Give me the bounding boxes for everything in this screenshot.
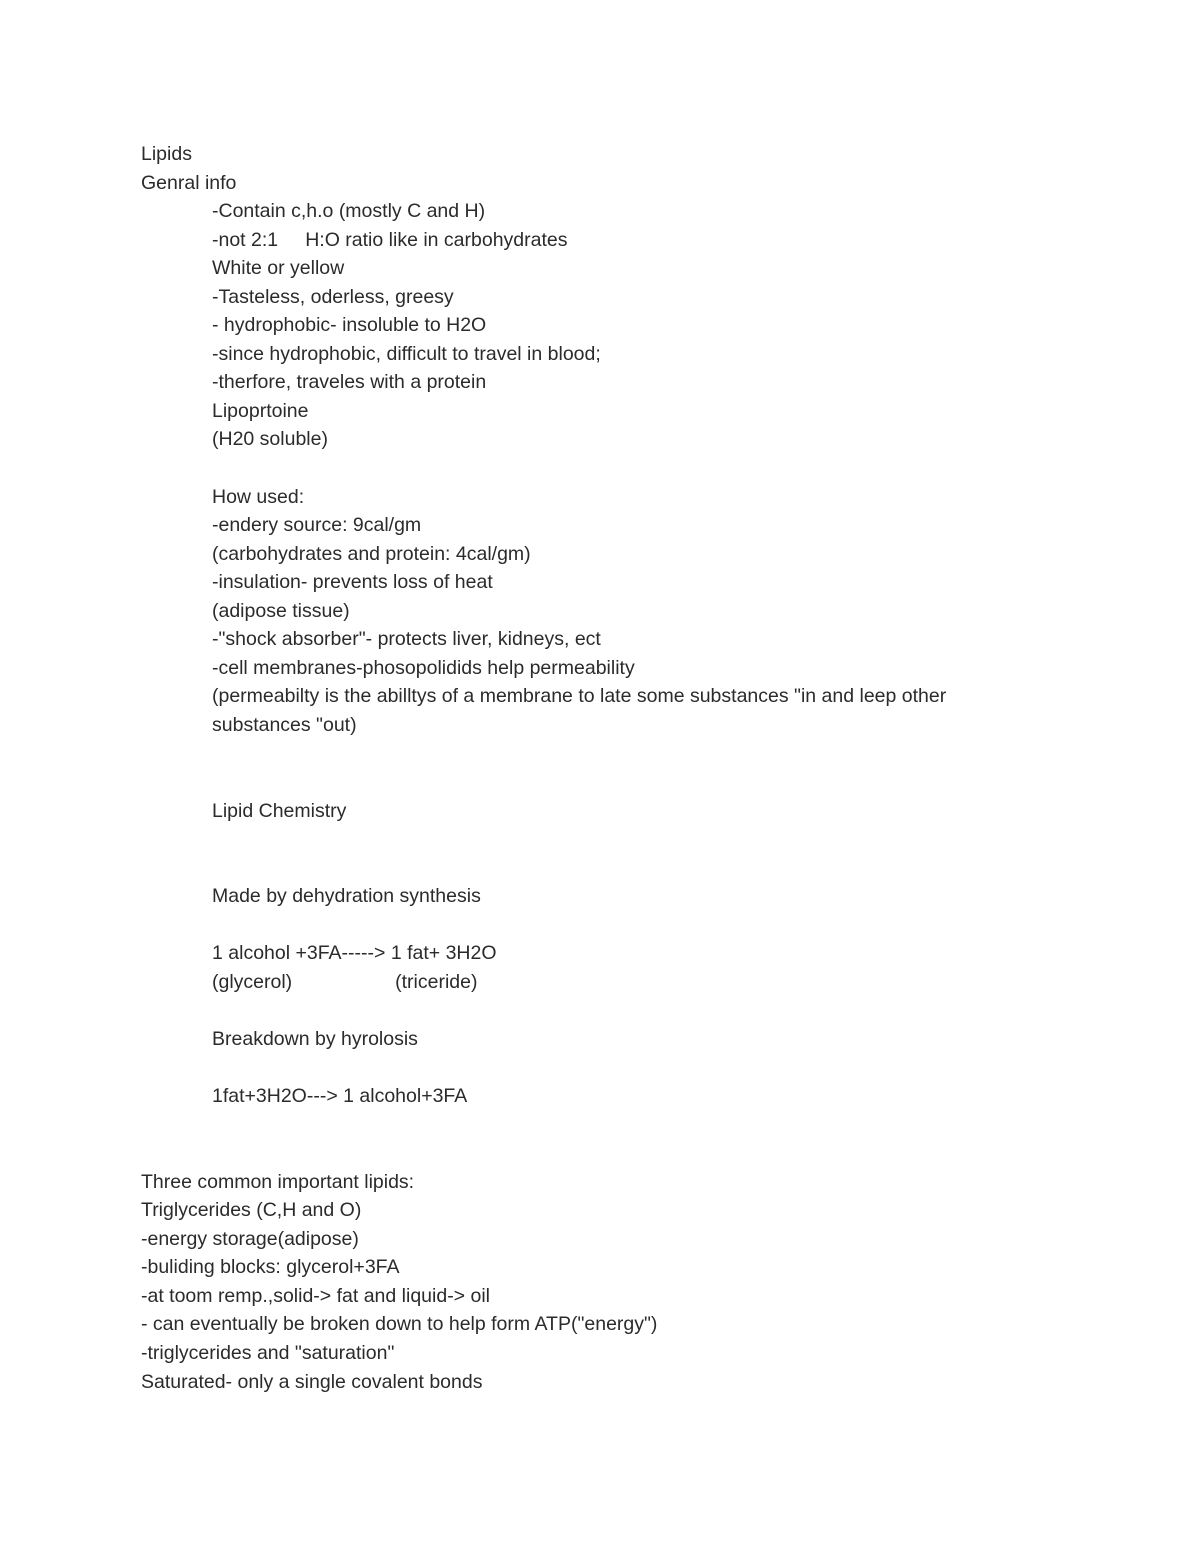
general-item: -Contain c,h.o (mostly C and H) [212,200,486,223]
breakdown-equation: 1fat+3H2O---> 1 alcohol+3FA [212,1085,468,1108]
blank-line [141,768,1101,797]
document-title: Lipids [141,143,192,165]
document-body [141,140,1101,1396]
how-used-item: -"shock absorber"- protects liver, kidneys, ect [212,628,601,651]
how-used-item: -endery source: 9cal/gm [212,514,422,537]
general-item: -not 2:1 H:O ratio like in carbohydrates [212,228,568,251]
blank-line [141,1139,1101,1168]
general-item: -Tasteless, oderless, greesy [212,285,454,308]
blank-line [141,739,1101,768]
section-heading-lipid-chemistry: Lipid Chemistry [212,799,347,822]
general-item: Lipoprtoine [212,399,309,422]
general-item: -therfore, traveles with a protein [212,371,487,394]
common-lipid-item: -buliding blocks: glycerol+3FA [141,1256,400,1279]
section-heading-general-info: Genral info [141,171,237,194]
blank-line [141,1054,1101,1083]
synthesis-equation: 1 alcohol +3FA-----> 1 fat+ 3H2O [212,942,497,965]
common-lipid-item: -triglycerides and "saturation" [141,1341,395,1364]
blank-line [141,854,1101,883]
blank-line [141,1111,1101,1140]
common-lipid-item: Triglycerides (C,H and O) [141,1199,362,1222]
how-used-item: -insulation- prevents loss of heat [212,571,493,594]
how-used-item: (carbohydrates and protein: 4cal/gm) [212,542,531,565]
general-item: - hydrophobic- insoluble to H2O [212,314,487,337]
how-used-item: -cell membranes-phosopolidids help permeability [212,656,635,679]
section-heading-common-lipids: Three common important lipids: [141,1170,415,1193]
how-used-item: (permeabilty is the abilltys of a membrane to late some substances "in and leep other substances "out) [212,685,947,736]
common-lipid-item: - can eventually be broken down to help form ATP("energy") [141,1313,658,1336]
common-lipid-item: -energy storage(adipose) [141,1227,359,1250]
synthesis-labels: (glycerol) (triceride) [212,970,478,993]
common-lipid-item: -at toom remp.,solid-> fat and liquid-> oil [141,1284,491,1307]
section-heading-how-used: How used: [212,485,305,508]
common-lipid-item: Saturated- only a single covalent bonds [141,1370,483,1393]
blank-line [141,454,1101,483]
blank-line [141,825,1101,854]
general-item: White or yellow [212,257,345,280]
how-used-item: (adipose tissue) [212,599,350,622]
blank-line [141,996,1101,1025]
general-item: -since hydrophobic, difficult to travel in blood; [212,342,601,365]
blank-line [141,911,1101,940]
general-item: (H20 soluble) [212,428,328,451]
synthesis-heading: Made by dehydration synthesis [212,885,481,908]
breakdown-heading: Breakdown by hyrolosis [212,1027,418,1050]
